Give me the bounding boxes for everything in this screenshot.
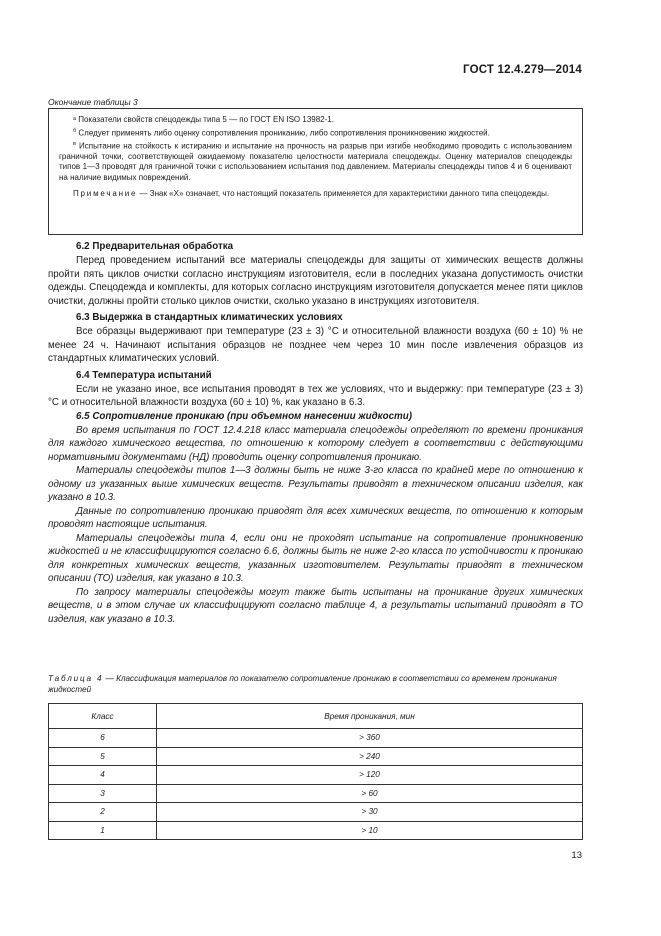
class-cell: 3 xyxy=(49,784,157,803)
footnote-b-mark: б xyxy=(73,127,77,134)
table-header-row xyxy=(49,704,583,729)
table4 xyxy=(48,703,583,840)
class-cell: 1 xyxy=(49,821,157,840)
table-continuation-label: Окончание таблицы 3 xyxy=(48,97,138,107)
column-header-time: Время проникания, мин xyxy=(156,704,582,729)
section-6-5-para-3: Данные по сопротивлению проникаю приводят для всех химических веществ, по отношению к которым проводят настоящие испытания. xyxy=(48,505,583,530)
footnote-c xyxy=(59,139,572,184)
table-row xyxy=(49,729,583,748)
section-6-3-title: 6.3 Выдержка в стандартных климатических условиях xyxy=(76,312,343,323)
page-number: 13 xyxy=(571,850,582,861)
section-6-3-text: Все образцы выдерживают при температуре (23 ± 3) °С и относительной влажности воздуха (60 ± 10) % не менее 24 ч. Начинают испытания образцов не позднее чем через 10 мин после извлечения образцов из стандартных климатических условий. xyxy=(48,326,583,364)
section-6-5-para-1: Во время испытания по ГОСТ 12.4.218 класс материала спецодежды определяют по времени проникания для каждого химического вещества, по отношению к которому следует в соответствии с действующими нормативными документами (НД) проводить оценку сопротивления проникаю. xyxy=(48,424,583,463)
time-cell: > 120 xyxy=(156,766,582,785)
footnote-a: ᵃ Показатели свойств спецодежды типа 5 — по ГОСТ EN ISO 13982-1. xyxy=(73,115,334,124)
table4-caption xyxy=(48,673,583,695)
section-6-4-title: 6.4 Температура испытаний xyxy=(76,369,212,381)
column-header-class: Класс xyxy=(49,704,157,729)
table4-caption-text: — Классификация материалов по показателю сопротивление проникаю в соответствии со временем проникания жидкостей xyxy=(48,674,557,694)
section-6-2-title: 6.2 Предварительная обработка xyxy=(76,241,234,252)
table-row xyxy=(49,803,583,822)
section-6-5-para-5: По запросу материалы спецодежды могут также быть испытаны на проникание других химических веществ, и в этом случае их классифицируют согласно таблице 4, а результаты испытаний приводят в ТО изделия, как указано в 10.3. xyxy=(48,586,583,625)
class-cell: 5 xyxy=(49,747,157,766)
footnote-c-text: Испытание на стойкость к истиранию и испытание на прочность на разрыв при изгибе необходимо проводить с использованием граничной точки, соответствующей ожидаемому показателю целостности материала спецодежды. Оценку материалов спецодежды типов 1—3 проводят для граничной точки с использованием испытания под давлением. Материалы спецодежды типов 4 и 6 оценивают на наличие видимых повреждений. xyxy=(59,141,572,182)
table3-footnotes-box xyxy=(48,108,583,235)
document-header: ГОСТ 12.4.279—2014 xyxy=(463,64,582,76)
class-cell: 6 xyxy=(49,729,157,748)
table-row xyxy=(49,766,583,785)
footnote-c-mark: в xyxy=(73,140,76,147)
note-text: — Знак «Х» означает, что настоящий показатель применяется для характеристики данного типа спецодежды. xyxy=(137,189,550,199)
time-cell: > 240 xyxy=(156,747,582,766)
section-6-4-text: Если не указано иное, все испытания проводят в тех же условиях, что и выдержку: при температуре (23 ± 3) °С и относительной влажности воздуха (60 ± 10) %, как указано в 6.3. xyxy=(48,383,583,408)
footnote-b-text: Следует применять либо оценку сопротивления прониканию, либо сопротивления проникновению жидкостей. xyxy=(76,128,490,138)
footnote-b xyxy=(59,126,572,139)
table-row xyxy=(49,821,583,840)
time-cell: > 60 xyxy=(156,784,582,803)
class-cell: 2 xyxy=(49,803,157,822)
table-row xyxy=(49,784,583,803)
time-cell: > 30 xyxy=(156,803,582,822)
section-6-5-title: 6.5 Сопротивление проникаю (при объемном нанесении жидкости) xyxy=(76,410,412,422)
section-6-5-para-4: Материалы спецодежды типа 4, если они не проходят испытание на сопротивление проникновению жидкостей и не классифицируются согласно 6.6, должны быть не ниже 2-го класса по устойчивости к проникаю для конкретных химических веществ, указанных изготовителем. Результаты приводят в техническом описании (ТО) изделия, как указано в 10.3. xyxy=(48,532,583,584)
time-cell: > 10 xyxy=(156,821,582,840)
table-row xyxy=(49,747,583,766)
section-6-2-text: Перед проведением испытаний все материалы спецодежды для защиты от химических веществ должны пройти пять циклов очистки согласно инструкциям изготовителя, если в последних указана допустимость очистки одежды. Спецодежда и комплекты, для которых согласно инструкциям изготовителя допускается менее пяти циклов очистки, должны пройти столько циклов очистки, сколько указано в инструкциях изготовителя. xyxy=(48,255,583,307)
table4-caption-label: Таблица 4 xyxy=(48,674,104,683)
time-cell: > 360 xyxy=(156,729,582,748)
table-note xyxy=(59,189,572,200)
section-6-5-para-2: Материалы спецодежды типов 1—3 должны быть не ниже 3-го класса по крайней мере по отношению к одному из указанных выше химических веществ. Результаты приводят в техническом описании изделия, как указано в 10.3. xyxy=(48,465,583,503)
class-cell: 4 xyxy=(49,766,157,785)
note-label: Примечание xyxy=(73,189,138,199)
main-text xyxy=(48,240,583,626)
